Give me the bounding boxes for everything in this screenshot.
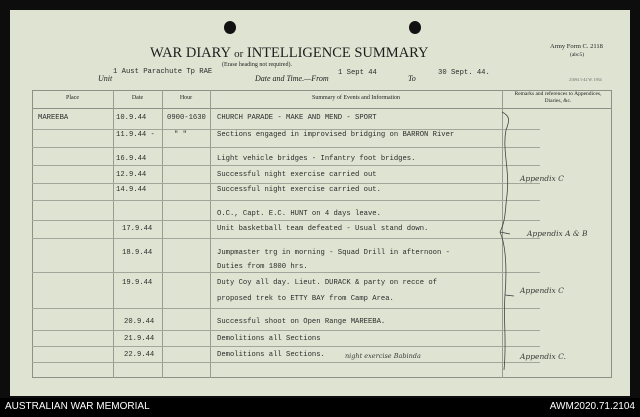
row-rule — [32, 238, 540, 239]
archive-footer — [0, 398, 640, 417]
entry-summary: Successful night exercise carried out. — [217, 186, 381, 194]
entry-date: 12.9.44 — [116, 171, 147, 179]
entry-summary: Successful shoot on Open Range MAREEBA. — [217, 318, 386, 326]
date-to-label: To — [408, 74, 416, 83]
col-header-date: Date — [131, 95, 144, 101]
col-divider-hour — [210, 90, 211, 378]
print-code: 21694 1-42 W. 1954 — [569, 77, 602, 82]
col-header-hour: Hour — [179, 95, 193, 101]
entry-place: MAREEBA — [38, 114, 69, 122]
handwritten-remark: Appendix A & B — [527, 229, 588, 238]
entry-date: 18.9.44 — [122, 249, 153, 257]
entry-summary: O.C., Capt. E.C. HUNT on 4 days leave. — [217, 210, 381, 218]
row-rule — [32, 330, 540, 331]
row-rule — [32, 200, 540, 201]
entry-date: 11.9.44 - — [116, 131, 155, 139]
row-rule — [32, 147, 540, 148]
handwritten-remark: Appendix C — [520, 174, 564, 183]
punch-hole-right — [409, 21, 421, 34]
title-intelligence-summary: INTELLIGENCE SUMMARY — [246, 45, 429, 61]
war-diary-sheet — [10, 10, 630, 396]
col-header-place: Place — [66, 95, 79, 101]
punch-hole-left — [224, 21, 236, 34]
entry-summary: Successful night exercise carried out — [217, 171, 377, 179]
footer-institution: AUSTRALIAN WAR MEMORIAL — [5, 401, 150, 412]
entry-summary: Sections engaged in improvised bridging on BARRON River — [217, 131, 455, 139]
handwritten-remark: Appendix C — [520, 286, 564, 295]
handwritten-inline-note: night exercise Babinda — [345, 352, 421, 360]
header-rule — [32, 108, 612, 109]
title-or: or — [234, 48, 244, 60]
entry-date: 10.9.44 — [116, 114, 147, 122]
entry-hour: " " — [174, 131, 187, 139]
date-from-value: 1 Sept 44 — [338, 69, 377, 77]
entry-date: 17.9.44 — [122, 225, 153, 233]
col-divider-date — [162, 90, 163, 378]
entry-summary: Duty Coy all day. Lieut. DURACK & party on recce of — [217, 279, 437, 287]
row-rule — [32, 183, 540, 184]
entry-date: 19.9.44 — [122, 279, 153, 287]
entry-summary: Duties from 1800 hrs. — [217, 263, 308, 271]
col-header-remarks: Remarks and references to Appendices, Diaries, &c. — [514, 91, 602, 104]
entry-summary: Demolitions all Sections — [217, 335, 321, 343]
entry-date: 14.9.44 — [116, 186, 147, 194]
entry-summary: Light vehicle bridges - Infantry foot bridges. — [217, 155, 416, 163]
row-rule — [32, 346, 540, 347]
erase-heading-note: (Erase heading not required). — [222, 62, 292, 68]
row-rule — [32, 362, 540, 363]
footer-accession-number: AWM2020.71.2104 — [549, 401, 635, 412]
entry-summary: proposed trek to ETTY BAY from Camp Area. — [217, 295, 394, 303]
col-header-summary: Summary of Events and Information — [312, 95, 400, 101]
handwritten-bracket — [480, 110, 540, 380]
army-form-sub: (abc5) — [570, 52, 585, 58]
entry-date: 21.9.44 — [124, 335, 155, 343]
row-rule — [32, 220, 540, 221]
handwritten-remark: Appendix C. — [520, 352, 566, 361]
title-war-diary: WAR DIARY — [150, 45, 231, 61]
row-rule — [32, 308, 540, 309]
col-divider-place — [113, 90, 114, 378]
date-to-value: 30 Sept. 44. — [438, 69, 490, 77]
entry-summary: Jumpmaster trg in morning - Squad Drill in afternoon - — [217, 249, 450, 257]
entry-summary: CHURCH PARADE - MAKE AND MEND - SPORT — [217, 114, 377, 122]
row-rule — [32, 272, 540, 273]
row-rule — [32, 129, 540, 130]
entry-date: 20.9.44 — [124, 318, 155, 326]
form-title — [150, 45, 429, 62]
entry-summary: Demolitions all Sections. — [217, 351, 325, 359]
unit-label: Unit — [98, 74, 113, 83]
entry-date: 16.9.44 — [116, 155, 147, 163]
entry-summary: Unit basketball team defeated - Usual stand down. — [217, 225, 429, 233]
entry-hour: 0900-1630 — [167, 114, 206, 122]
army-form-number: Army Form C. 2118 — [550, 43, 603, 50]
date-from-label: Date and Time.—From — [255, 74, 329, 83]
row-rule — [32, 165, 540, 166]
unit-value: 1 Aust Parachute Tp RAE — [113, 68, 213, 76]
entry-date: 22.9.44 — [124, 351, 155, 359]
